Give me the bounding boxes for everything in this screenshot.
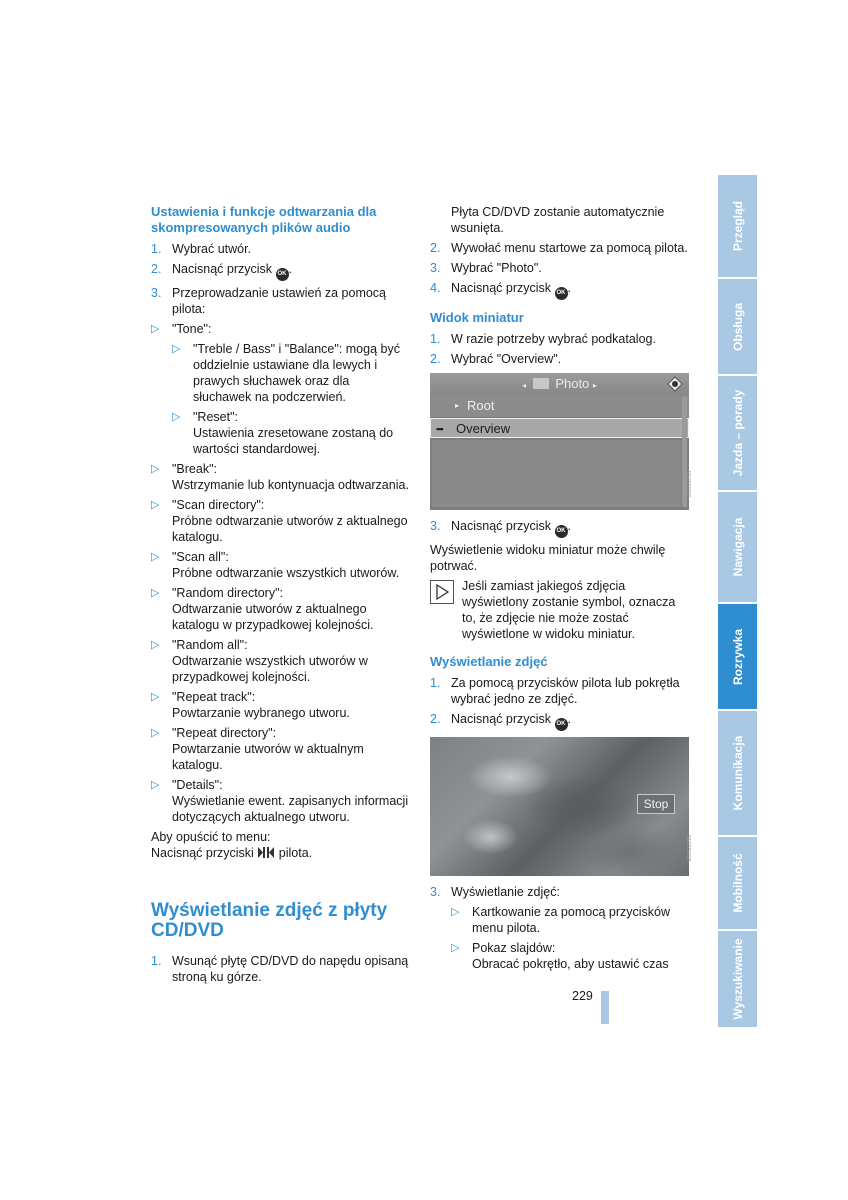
section-title-view-photos: Wyświetlanie zdjęć [430,654,548,669]
note-triangle-icon [430,580,454,604]
menu-item-root[interactable]: ▸ Root [430,395,689,417]
thumb-step-1: 1. W razie potrzeby wybrać podkatalog. [430,332,656,346]
tab-rozrywka[interactable]: Rozrywka [718,604,757,711]
tab-komunikacja[interactable]: Komunikacja [718,711,757,837]
page-marker-bar [601,991,609,1024]
screen-title-bar: ◂ Photo ▸ [430,373,689,395]
step-4-press-ok: 4. Nacisnąć przycisk OK . [430,280,692,300]
option-details: ▷ "Details": Wyświetlanie ewent. zapisanych informacji dotyczących aktualnego utworu. [151,778,409,824]
step-insert-disc: 1. Wsunąć płytę CD/DVD do napędu opisaną stroną ku górze. [151,954,409,984]
thumb-step-2: 2. Wybrać "Overview". [430,352,562,366]
photo-menu-screenshot [430,373,689,510]
right-arrow-icon: ▸ [592,381,597,390]
skip-buttons-icon [257,847,275,858]
bullet-arrow-icon: ▷ [172,411,181,423]
left-arrow-icon: ◂ [522,381,527,390]
tone-treble-bass: ▷ "Treble / Bass" i "Balance": mogą być oddzielnie ustawiane dla lewych i prawych słuchawek oraz dla słuchawek na podczerwień. [172,342,400,404]
tab-obsluga[interactable]: Obsługa [718,279,757,376]
view-step-3: 3. Wyświetlanie zdjęć: [430,885,560,899]
option-scan-all: ▷ "Scan all": Próbne odtwarzanie wszystkich utworów. [151,550,400,580]
photo-icon [533,378,549,389]
bullet-arrow-icon: ▷ [151,639,160,651]
bullet-arrow-icon: ▷ [172,343,181,355]
screen-content-area [432,440,681,507]
step-1: 1. Wybrać utwór. [151,242,252,256]
note-box: Jeśli zamiast jakiegoś zdjęcia wyświetlony zostanie symbol, oznacza to, że zdjęcie nie może zostać wyświetlone w widoku miniatur. [430,578,692,642]
bullet-arrow-icon: ▷ [151,691,160,703]
step-1-continued: Płyta CD/DVD zostanie automatycznie wsunięta. [451,205,665,235]
option-repeat-directory: ▷ "Repeat directory": Powtarzanie utworów w aktualnym katalogu. [151,726,364,772]
bullet-arrow-icon: ▷ [151,727,160,739]
bullet-arrow-icon: ▷ [151,323,160,335]
thumb-step-3: 3. Nacisnąć przycisk OK . [430,518,692,538]
option-scan-directory: ▷ "Scan directory": Próbne odtwarzanie utworów z aktualnego katalogu. [151,498,408,544]
bullet-arrow-icon: ▷ [151,551,160,563]
ok-button-icon: OK [276,268,289,281]
bullet-arrow-icon: ▷ [151,587,160,599]
slideshow-screenshot [430,737,689,876]
exit-instructions: Aby opuścić to menu: Nacisnąć przyciski pilota. [151,830,313,860]
chapter-title-photos: Wyświetlanie zdjęć z płyty CD/DVD [151,900,388,941]
middle-column [430,204,692,976]
bullet-arrow-icon: ▷ [151,499,160,511]
option-tone: ▷ "Tone": [151,322,212,336]
option-break: ▷ "Break": Wstrzymanie lub kontynuacja odtwarzania. [151,462,409,492]
tab-wyszukiwanie[interactable]: Wyszukiwanie [718,931,757,1027]
thumb-info: Wyświetlenie widoku miniatur może chwilę potrwać. [430,543,666,573]
left-column [151,204,411,989]
step-3-select-photo: 3. Wybrać "Photo". [430,261,542,275]
image-code: DE0383308 [685,835,691,862]
section-title-settings: Ustawienia i funkcje odtwarzania dla skompresowanych plików audio [151,204,377,235]
view-sub-paging: ▷ Kartkowanie za pomocą przycisków menu pilota. [451,905,670,935]
section-title-thumbnails: Widok miniatur [430,310,524,325]
tab-mobilnosc[interactable]: Mobilność [718,837,757,931]
image-code: DE0383309 [685,471,691,498]
option-random-directory: ▷ "Random directory": Odtwarzanie utworów z aktualnego katalogu w przypadkowej kolejności. [151,586,374,632]
menu-item-overview[interactable]: ▪▪▪ Overview [430,418,689,438]
tab-jazda-porady[interactable]: Jazda – porady [718,376,757,492]
bullet-arrow-icon: ▷ [151,463,160,475]
ok-button-icon: OK [555,718,568,731]
chapter-tabs [718,175,757,1027]
step-2: 2. Nacisnąć przycisk OK . [151,261,411,281]
view-sub-slideshow: ▷ Pokaz slajdów: Obracać pokrętło, aby ustawić czas [451,941,669,971]
bullet-arrow-icon: ▷ [151,779,160,791]
step-2-start-menu: 2. Wywołać menu startowe za pomocą pilota. [430,241,688,255]
bullet-arrow-icon: ▷ [451,906,460,918]
grid-icon: ▪▪▪ [436,424,443,434]
tab-przeglad[interactable]: Przegląd [718,175,757,279]
option-random-all: ▷ "Random all": Odtwarzanie wszystkich utworów w przypadkowej kolejności. [151,638,368,684]
stop-button[interactable]: Stop [637,794,675,814]
bullet-arrow-icon: ▷ [451,942,460,954]
controller-knob-icon [667,376,683,392]
ok-button-icon: OK [555,525,568,538]
view-step-1: 1. Za pomocą przycisków pilota lub pokrętła wybrać jedno ze zdjęć. [430,676,680,706]
chevron-right-icon: ▸ [455,401,460,410]
option-repeat-track: ▷ "Repeat track": Powtarzanie wybranego utworu. [151,690,350,720]
view-step-2: 2. Nacisnąć przycisk OK . [430,711,692,731]
page-number: 229 [572,989,593,1003]
tab-nawigacja[interactable]: Nawigacja [718,492,757,604]
tone-reset: ▷ "Reset": Ustawienia zresetowane zostaną do wartości standardowej. [172,410,394,456]
step-3: 3. Przeprowadzanie ustawień za pomocą pilota: [151,286,387,316]
ok-button-icon: OK [555,287,568,300]
